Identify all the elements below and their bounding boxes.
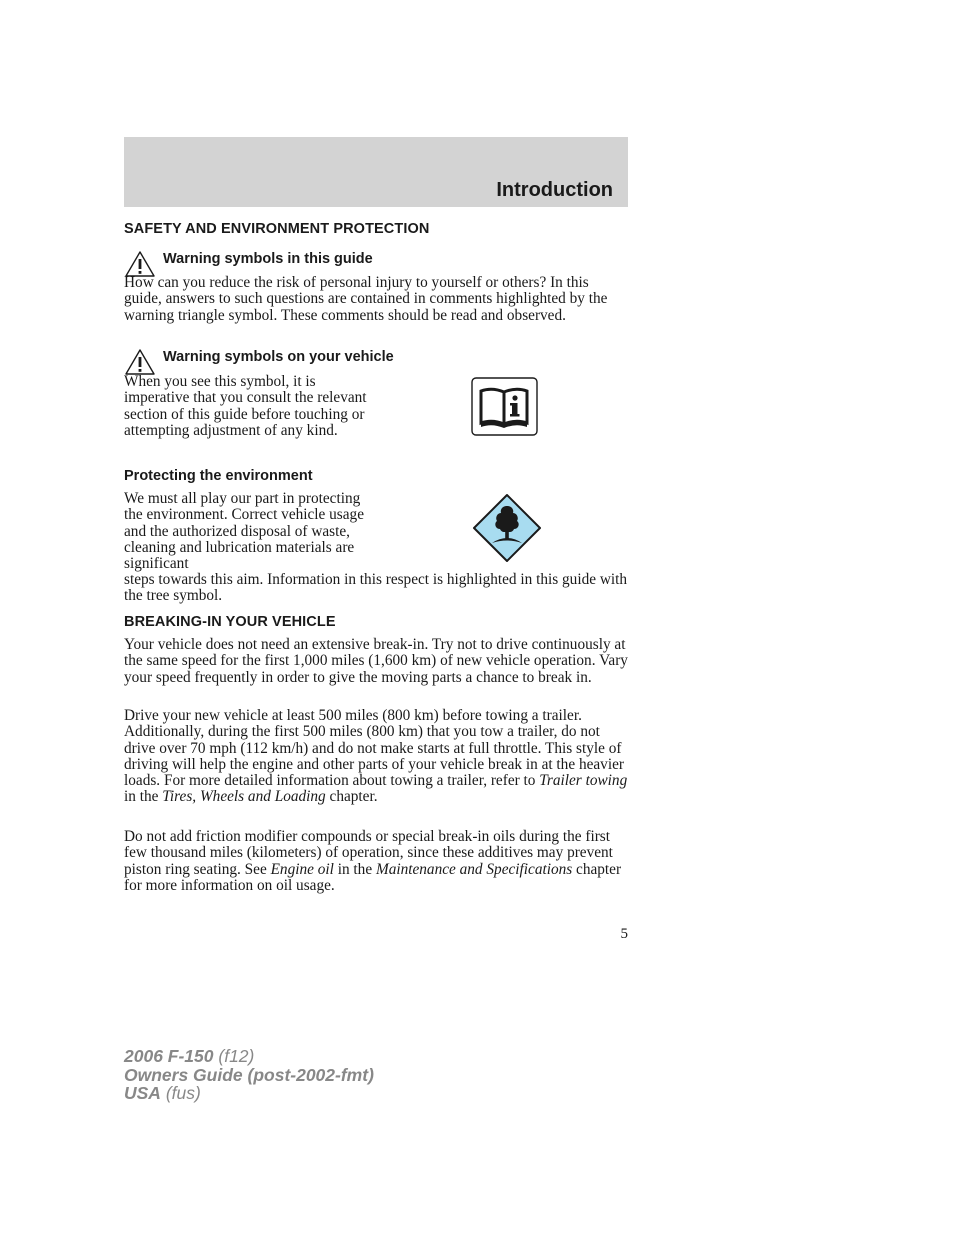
warning-guide-heading: Warning symbols in this guide <box>163 251 373 267</box>
page-number: 5 <box>620 926 628 942</box>
warning-vehicle-text: When you see this symbol, it is imperative that you consult the relevant section of this guide before touching or attempting adjustment of any kind. <box>124 373 367 439</box>
breaking-in-paragraph-2: Drive your new vehicle at least 500 miles (800 km) before towing a trailer. Additionally, during the first 500 miles (800 km) that you tow a trailer, do not drive over 70 mph (112 km/h) and do not make starts at full throttle. This style of driving will help the engine and other parts of your vehicle break in at the heavier loads. For more detailed information about towing a trailer, refer to Trailer towing in the Tires, Wheels and Loading chapter. <box>124 707 628 806</box>
environment-text-bottom: steps towards this aim. Information in this respect is highlighted in this guide with the tree symbol. <box>124 571 628 605</box>
environment-text-top: We must all play our part in protecting the environment. Correct vehicle usage and the authorized disposal of waste, cleaning and lubrication materials are significant <box>124 490 364 573</box>
breaking-in-paragraph-3: Do not add friction modifier compounds or special break-in oils during the first few thousand miles (kilometers) of operation, since these additives may prevent piston ring seating. See Engine oil in the Maintenance and Specifications chapter for more information on oil usage. <box>124 828 622 894</box>
environment-heading: Protecting the environment <box>124 468 313 484</box>
owner-manual-book-icon <box>471 377 538 436</box>
chapter-header-band <box>124 137 628 207</box>
chapter-title: Introduction <box>496 179 613 201</box>
maintenance-specifications-reference: Maintenance and Specifications <box>375 860 573 878</box>
document-footer: 2006 F-150 (f12) Owners Guide (post-2002-fmt) USA (fus) <box>124 1046 374 1103</box>
breaking-in-paragraph-1: Your vehicle does not need an extensive break-in. Try not to drive continuously at the same speed for the first 1,000 miles (1,600 km) of new vehicle operation. Vary your speed frequently in order to give the moving parts a chance to break in. <box>124 636 628 686</box>
trailer-towing-reference: Trailer towing <box>539 772 628 790</box>
warning-triangle-icon <box>124 348 156 376</box>
breaking-in-heading: BREAKING-IN YOUR VEHICLE <box>124 614 336 630</box>
warning-guide-text: How can you reduce the risk of personal injury to yourself or others? In this guide, answers to such questions are contained in comments highlighted by the warning triangle symbol. These comments should be read and observed. <box>124 274 608 324</box>
tree-environment-icon <box>472 493 542 563</box>
tires-wheels-loading-reference: Tires, Wheels and Loading <box>162 788 326 806</box>
engine-oil-reference: Engine oil <box>270 860 334 878</box>
safety-heading: SAFETY AND ENVIRONMENT PROTECTION <box>124 221 430 237</box>
warning-vehicle-heading: Warning symbols on your vehicle <box>163 349 394 365</box>
